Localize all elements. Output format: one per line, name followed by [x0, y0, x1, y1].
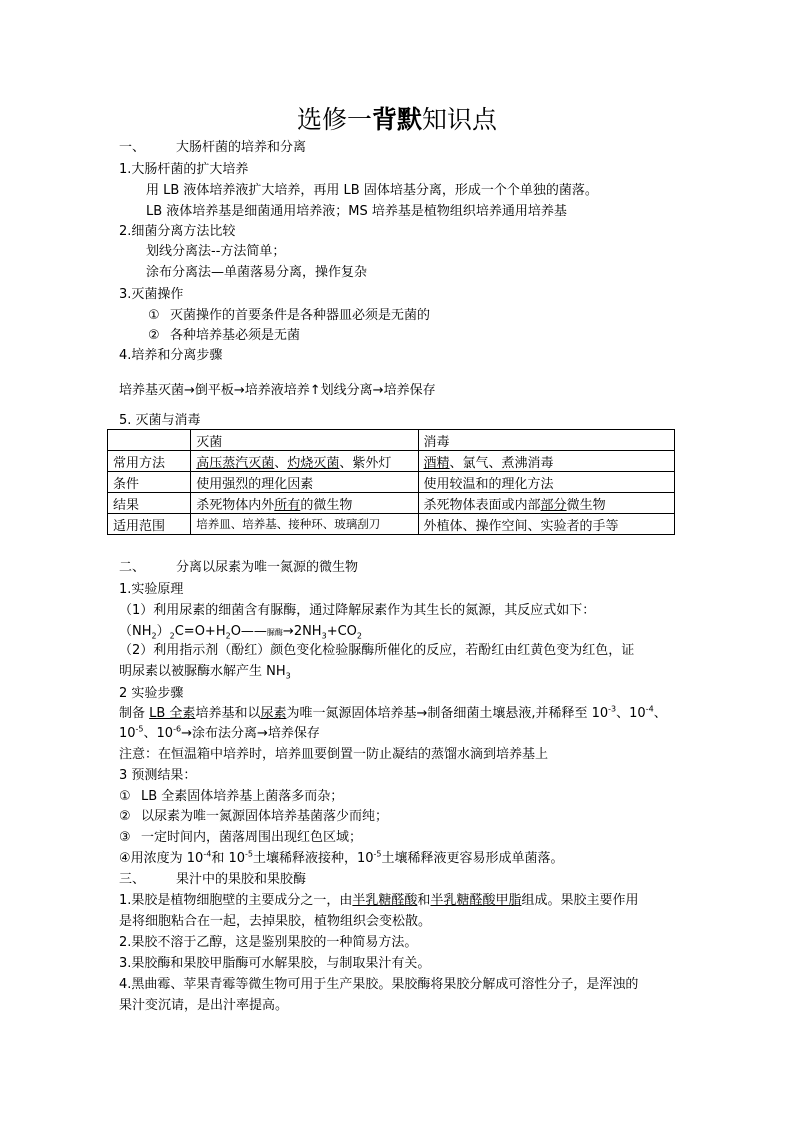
paragraph: 用 LB 液体培养液扩大培养，再用 LB 固体培基分离，形成一个个单独的菌落。 [146, 183, 598, 198]
table-cell: 使用强烈的理化因素 [191, 472, 418, 493]
paragraph: 划线分离法--方法简单； [146, 244, 286, 259]
table-row [108, 493, 675, 514]
paragraph: 1.果胶是植物细胞壁的主要成分之一，由半乳糖醛酸和半乳糖醛酸甲脂组成。果胶主要作用 [119, 893, 639, 908]
paragraph: 2.果胶不溶于乙醇，这是鉴别果胶的一种简易方法。 [119, 935, 418, 950]
table-cell: 常用方法 [108, 451, 191, 472]
table-cell: 高压蒸汽灭菌、灼烧灭菌、紫外灯 [191, 451, 418, 472]
paragraph: 是将细胞粘合在一起，去掉果胶，植物组织会变松散。 [119, 914, 432, 929]
list-item: ② 各种培养基必须是无菌 [148, 328, 301, 343]
list-item: ④用浓度为 $10^{-4}$和 $10^{-5}$土壤稀释液接种，$10^{-5}$土壤稀释液更容易形成单菌落。 [119, 849, 564, 866]
table-row [108, 514, 675, 535]
paragraph: $10^{-5}$、$10^{-6}\to$涂布法分离→培养保存 [119, 724, 320, 741]
paragraph: 涂布分离法—单菌落易分离，操作复杂 [146, 265, 368, 280]
heading-1-3: 3.灭菌操作 [119, 287, 184, 302]
table-row [108, 451, 675, 472]
table-row [108, 472, 675, 493]
table-cell: 使用较温和的理化方法 [418, 472, 674, 493]
section-2-heading: 二、 分离以尿素为唯一氮源的微生物 [119, 560, 359, 575]
table-cell: 培养皿、培养基、接种环、玻璃刮刀 [191, 514, 418, 535]
heading-2-1: 1.实验原理 [119, 582, 184, 597]
steps-line: 培养基灭菌→倒平板→培养液培养↑划线分离→培养保存 [119, 383, 436, 398]
heading-1-1: 1.大肠杆菌的扩大培养 [119, 162, 249, 177]
section-3-heading: 三、 果汁中的果胶和果胶酶 [119, 872, 307, 887]
table-cell: 杀死物体内外所有的微生物 [191, 493, 418, 514]
paragraph: （2）利用指示剂（酚红）颜色变化检验脲酶所催化的反应，若酚红由红黄色变为红色，证 [119, 643, 635, 658]
paragraph: LB 液体培养基是细菌通用培养液；MS 培养基是植物组织培养通用培养基 [146, 204, 567, 219]
heading-1-4: 4.培养和分离步骤 [119, 348, 223, 363]
page-title: 选修一背默知识点 [296, 105, 498, 134]
table-cell: 杀死物体表面或内部部分微生物 [418, 493, 674, 514]
sterilization-table [107, 429, 675, 535]
list-item: ② 以尿素为唯一氮源固体培养基菌落少而纯； [119, 809, 389, 824]
paragraph: 制备 LB 全素培养基和以尿素为唯一氮源固体培养基→制备细菌土壤悬液,并稀释至 $10^{-3}$、$10^{-4}$、 [119, 704, 667, 721]
table-cell: 结果 [108, 493, 191, 514]
heading-2-3: 3 预测结果： [119, 768, 197, 783]
heading-1-2: 2.细菌分离方法比较 [119, 224, 236, 239]
list-item: ① 灭菌操作的首要条件是各种器皿必须是无菌的 [148, 308, 431, 323]
table-cell: 适用范围 [108, 514, 191, 535]
reaction-equation: $(NH_2)_2C=O+H_2O——$脲酶$\to 2NH_3+CO_2$ [119, 624, 362, 641]
paragraph: 果汁变沉请，是出汁率提高。 [119, 998, 289, 1013]
heading-2-2: 2 实验步骤 [119, 686, 184, 701]
heading-1-5: 5. 灭菌与消毒 [119, 413, 201, 428]
list-item: ① LB 全素固体培养基上菌落多而杂； [119, 789, 344, 804]
table-header-row [108, 430, 675, 451]
table-cell: 灭菌 [191, 430, 418, 451]
paragraph: 4.黑曲霉、苹果青霉等微生物可用于生产果胶。果胶酶将果胶分解成可溶性分子，是浑浊的 [119, 977, 639, 992]
table-cell: 条件 [108, 472, 191, 493]
section-1-heading: 一、 大肠杆菌的培养和分离 [119, 140, 307, 155]
list-item: ③ 一定时间内，菌落周围出现红色区域； [119, 830, 363, 845]
table-cell: 酒精、氯气、煮沸消毒 [418, 451, 674, 472]
table-cell: 外植体、操作空间、实验者的手等 [418, 514, 674, 535]
note: 注意：在恒温箱中培养时，培养皿要倒置一防止凝结的蒸馏水滴到培养基上 [119, 747, 549, 762]
table-cell [108, 430, 191, 451]
paragraph: 明尿素以被脲酶水解产生 $NH_3$ [119, 664, 291, 681]
paragraph: （1）利用尿素的细菌含有脲酶，通过降解尿素作为其生长的氮源，其反应式如下： [119, 603, 596, 618]
paragraph: 3.果胶酶和果胶甲脂酶可水解果胶，与制取果汁有关。 [119, 956, 431, 971]
table-cell: 消毒 [418, 430, 674, 451]
